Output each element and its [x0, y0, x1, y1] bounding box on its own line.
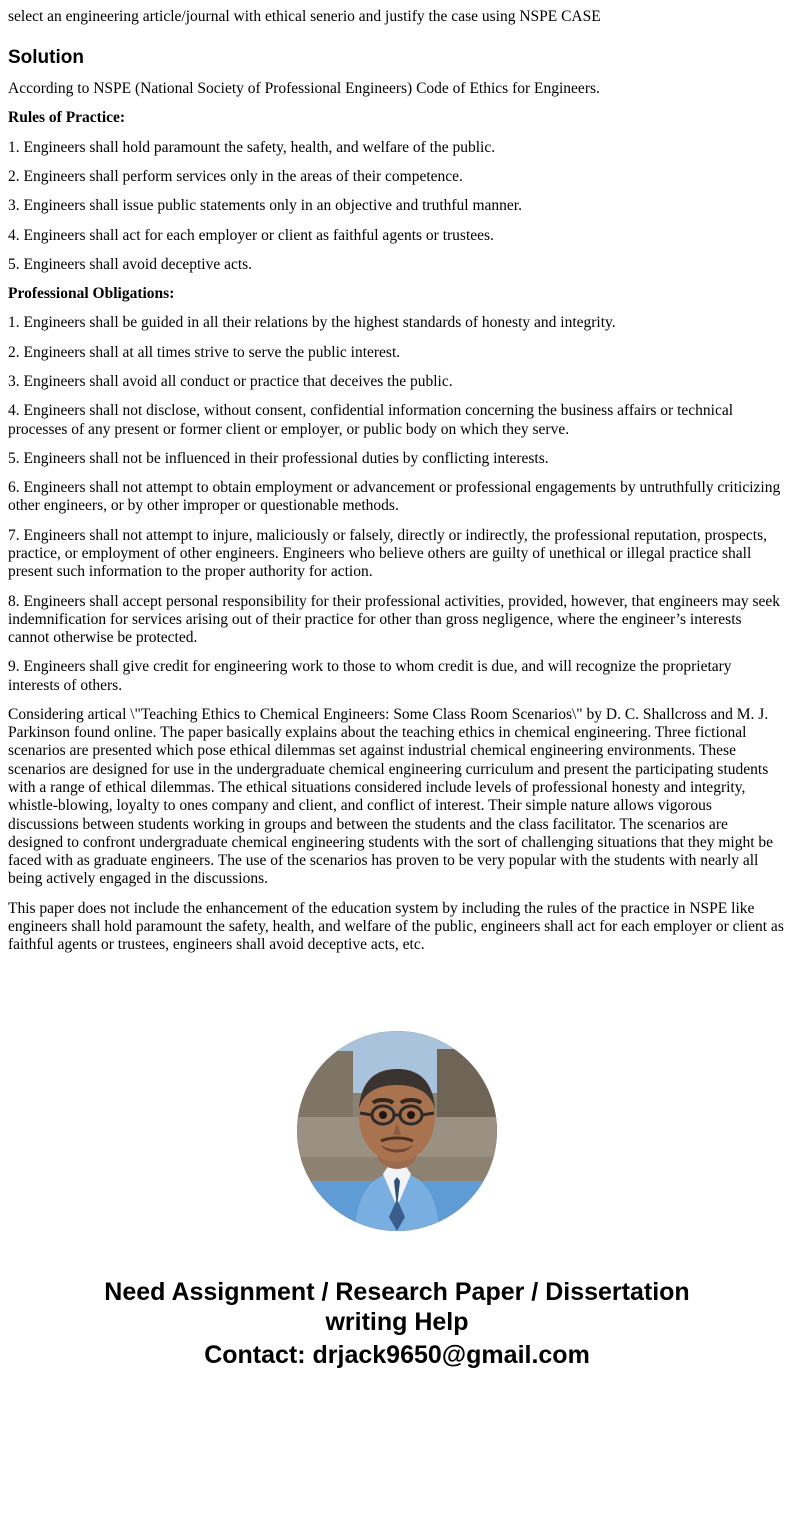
list-item: 8. Engineers shall accept personal responsibility for their professional activities, provided, however, that engineers may seek indemnification for services arising out of their practice for other than gross negligence, where the engineer’s interests cannot otherwise be protected.	[8, 592, 780, 647]
promo-line-1: Need Assignment / Research Paper / Dissertation	[104, 1277, 690, 1306]
list-item: 6. Engineers shall not attempt to obtain employment or advancement or professional engagements by untruthfully criticizing other engineers, or by other improper or questionable methods.	[8, 479, 781, 515]
list-item: 4. Engineers shall act for each employer or client as faithful agents or trustees.	[8, 226, 494, 244]
list-item: 4. Engineers shall not disclose, without consent, confidential information concerning the business affairs or technical processes of any present or former client or employer, or public body on which they serve.	[8, 402, 734, 438]
promo-banner	[8, 1277, 786, 1370]
list-item: 7. Engineers shall not attempt to injure, maliciously or falsely, directly or indirectly, the professional reputation, prospects, practice, or employment of other engineers. Engineers who believe others are guilty of unethical or illegal practice shall present such information to the proper authority for action.	[8, 526, 768, 581]
list-item: 5. Engineers shall avoid deceptive acts.	[8, 255, 253, 273]
avatar-container	[8, 1031, 786, 1231]
list-item: 1. Engineers shall hold paramount the safety, health, and welfare of the public.	[8, 138, 496, 156]
list-item: 1. Engineers shall be guided in all their relations by the highest standards of honesty and integrity.	[8, 314, 616, 332]
list-item: 5. Engineers shall not be influenced in their professional duties by conflicting interests.	[8, 449, 549, 467]
analysis-paragraph: Considering artical \"Teaching Ethics to Chemical Engineers: Some Class Room Scenarios\" by D. C. Shallcross and M. J. Parkinson found online. The paper basically explains about the teaching ethics in chemical engineering. Three fictional scenarios are presented which pose ethical dilemmas set against industrial chemical engineering environments. These scenarios are designed for use in the undergraduate chemical engineering curriculum and present the participating students with a range of ethical dilemmas. The ethical situations considered include levels of professional honesty and integrity, whistle-blowing, loyalty to ones company and client, and conflict of interest. Their simple nature allows vigorous discussions between students working in groups and between the students and the class facilitator. The scenarios are designed to confront undergraduate chemical engineering students with the sort of challenging situations that they might be faced with as graduate engineers. The use of the scenarios has proven to be very popular with the students with nearly all being actively engaged in the discussions.	[8, 705, 774, 888]
profile-photo-icon	[297, 1031, 497, 1231]
avatar	[297, 1031, 497, 1231]
list-item: 3. Engineers shall issue public statements only in an objective and truthful manner.	[8, 197, 522, 215]
list-item: 2. Engineers shall perform services only in the areas of their competence.	[8, 168, 463, 186]
question-text: select an engineering article/journal with ethical senerio and justify the case using NSPE CASE	[8, 8, 601, 25]
obligations-heading: Professional Obligations:	[8, 285, 175, 303]
promo-contact: Contact: drjack9650@gmail.com	[204, 1340, 590, 1369]
promo-line-2: writing Help	[325, 1307, 469, 1336]
rules-heading: Rules of Practice:	[8, 109, 126, 127]
solution-heading: Solution	[8, 47, 84, 69]
intro-paragraph: According to NSPE (National Society of Professional Engineers) Code of Ethics for Engineers.	[8, 80, 600, 98]
list-item: 9. Engineers shall give credit for engineering work to those to whom credit is due, and will recognize the proprietary interests of others.	[8, 658, 732, 694]
conclusion-paragraph: This paper does not include the enhancement of the education system by including the rules of the practice in NSPE like engineers shall hold paramount the safety, health, and welfare of the public, engineers shall act for each employer or client as faithful agents or trustees, engineers shall avoid deceptive acts, etc.	[8, 899, 784, 954]
list-item: 3. Engineers shall avoid all conduct or practice that deceives the public.	[8, 372, 453, 390]
list-item: 2. Engineers shall at all times strive to serve the public interest.	[8, 343, 401, 361]
